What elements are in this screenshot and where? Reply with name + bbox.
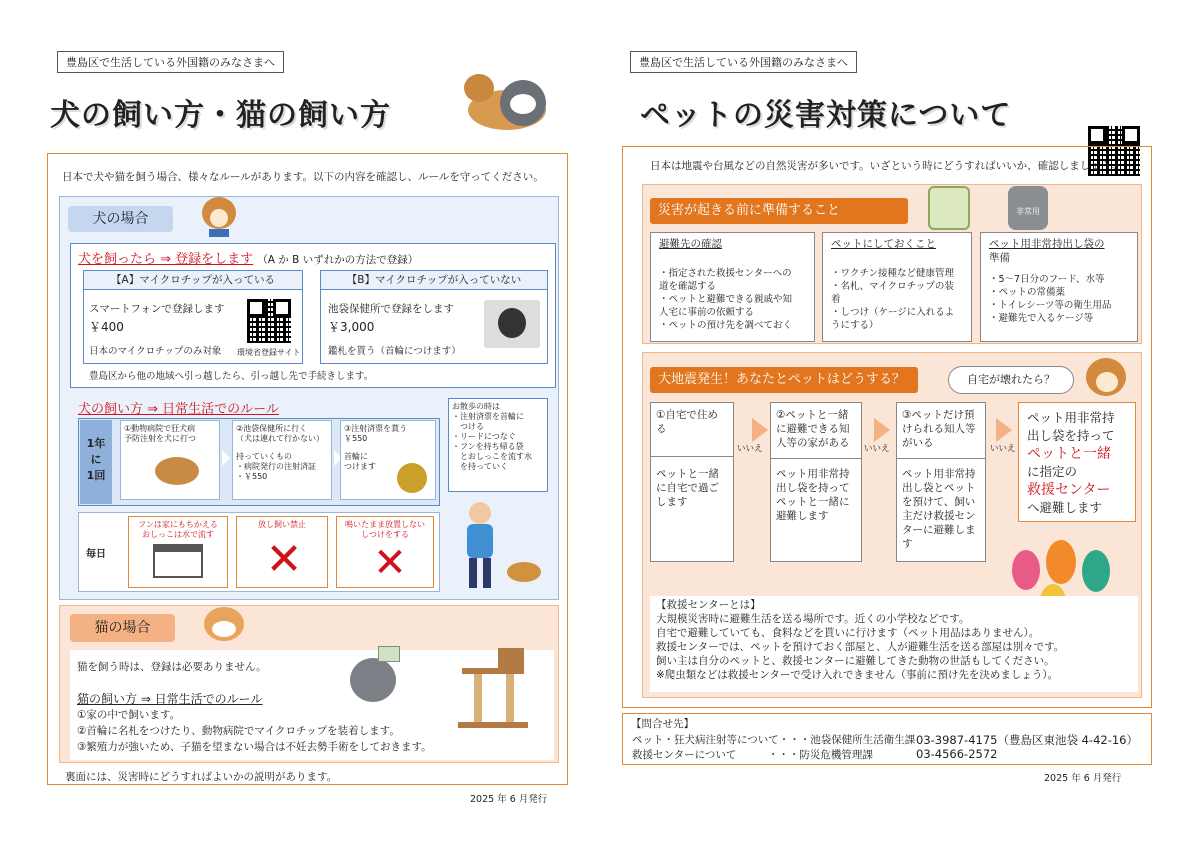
walk-note-4: ・リードにつなぐ xyxy=(452,432,516,441)
flow-3-a6: す xyxy=(902,538,913,550)
registration-title-text: 犬を飼ったら ⇒ 登録をします xyxy=(78,252,254,267)
everyday-3-line1: 鳴いたまま放置しない xyxy=(345,520,425,529)
flow-3-q2: けられる知人等 xyxy=(902,423,976,435)
step1-line2: 予防注射を犬に打つ xyxy=(124,434,196,443)
prep-header: 災害が起きる前に準備すること xyxy=(650,198,908,224)
prep-col-2-line5: うにする） xyxy=(831,320,879,331)
flow-arrow-2 xyxy=(874,418,890,442)
walk-note-7: を持っていく xyxy=(452,462,508,471)
emergency-bag-icon: 非常用 xyxy=(1008,186,1048,230)
walk-note-5: ・フンを持ち帰る袋 xyxy=(452,442,524,451)
yearly-label-3: 1回 xyxy=(86,469,106,482)
left-audience-tag: 豊島区で生活している外国籍のみなさまへ xyxy=(57,51,284,73)
prohibited-x-icon-2: ✕ xyxy=(373,540,407,586)
cat-rule-2: ②首輪に名札をつけたり、動物病院でマイクロチップを装着します。 xyxy=(77,725,400,737)
flow-step-2 xyxy=(770,402,862,562)
gray-cat-illustration xyxy=(344,646,404,706)
final-l3: ペットと一緒 xyxy=(1027,446,1111,462)
flow-3-q1: ③ペットだけ預 xyxy=(902,409,975,421)
step2-line4: 持っていくもの xyxy=(236,452,292,461)
prep-col-2-line3: 着 xyxy=(831,294,841,305)
flow-arrow-3 xyxy=(996,418,1012,442)
rescue-center-info xyxy=(650,596,1138,692)
flow-2-q3: 人等の家がある xyxy=(776,437,850,449)
everyday-label: 毎日 xyxy=(86,549,106,560)
dog-header: 犬の場合 xyxy=(68,206,173,232)
right-audience-tag: 豊島区で生活している外国籍のみなさまへ xyxy=(630,51,857,73)
left-issued-date: 2025 年 6 月発行 xyxy=(470,794,548,805)
dog-cat-illustration xyxy=(460,72,565,142)
flow-3-a4: 主だけ救援セン xyxy=(902,510,976,522)
prep-col-bag xyxy=(980,232,1138,342)
flow-1-a2: に自宅で過ご xyxy=(656,482,719,494)
dog-daily-title xyxy=(78,398,279,417)
flow-1-q1: ①自宅で住め xyxy=(656,409,718,421)
prep-col-1-line3: ・ペットと避難できる親戚や知 xyxy=(659,294,793,305)
step2-line2: （犬は連れて行かない） xyxy=(236,434,324,443)
flow-3-q3: がいる xyxy=(902,437,934,449)
walk-note-3: つける xyxy=(452,422,484,431)
registration-title xyxy=(78,248,418,267)
final-l1: ペット用非常持 xyxy=(1027,410,1115,425)
option-a-line1: スマートフォンで登録します xyxy=(89,303,225,315)
prep-col-2-title: ペットにしておくこと xyxy=(831,238,936,250)
no-label-1: いいえ xyxy=(737,444,763,454)
flow-arrow-1 xyxy=(752,418,768,442)
option-b-title: 【B】マイクロチップが入っていない xyxy=(321,271,547,290)
yearly-label-1: 1年 xyxy=(86,437,106,450)
flow-2-a4: 避難します xyxy=(776,510,829,522)
prep-col-2-line4: ・しつけ（ケージに入れるよ xyxy=(831,307,955,318)
qr-caption: 環境省登録サイト xyxy=(237,348,301,357)
prep-col-3-title: ペット用非常持出し袋の xyxy=(989,238,1105,250)
pet-carrier-icon xyxy=(928,186,970,230)
back-page-note: 裏面には、災害時にどうすればよいかの説明があります。 xyxy=(65,771,338,783)
option-b-note: 鑑札を貰う（首輪につけます） xyxy=(328,346,461,357)
walk-note-2: ・注射済票を首輪に xyxy=(452,412,524,421)
option-a-title: 【A】マイクロチップが入っている xyxy=(84,271,302,290)
cat-daily-title: 猫の飼い方 ⇒ 日常生活でのルール xyxy=(77,692,263,706)
dog-license-tag-image xyxy=(484,300,540,348)
flow-2-a2: 出し袋を持って xyxy=(776,482,850,494)
prep-col-3-line3: ・トイレシーツ等の衛生用品 xyxy=(989,300,1112,311)
cat-header: 猫の場合 xyxy=(70,614,175,642)
center-info-6: ※爬虫類などは救援センターで受け入れできません（事前に預け先を決めましょう）。 xyxy=(656,669,1059,681)
prep-col-1-line2: 道を確認する xyxy=(659,281,717,292)
final-l5: 救援センター xyxy=(1027,482,1111,498)
center-info-2: 大規模災害時に避難生活を送る場所です。近くの小学校などです。 xyxy=(656,613,970,625)
everyday-item-3 xyxy=(336,516,434,588)
yearly-step-3 xyxy=(340,420,436,500)
walk-note-box xyxy=(448,398,548,492)
step3-line4: 首輪に xyxy=(344,452,368,461)
cat-rule-3: ③繁殖力が強いため、子猫を望まない場合は不妊去勢手術をしておきます。 xyxy=(77,741,432,753)
option-b-line1: 池袋保健所で登録をします xyxy=(328,303,454,315)
cat-registration: 猫を飼う時は、登録は必要ありません。 xyxy=(77,661,267,673)
shiba-dog-icon xyxy=(1082,352,1132,402)
center-info-1: 【救援センターとは】 xyxy=(656,599,761,611)
step3-line2: ￥550 xyxy=(344,434,368,443)
no-label-3: いいえ xyxy=(990,444,1016,454)
left-intro: 日本で犬や猫を飼う場合、様々なルールがあります。以下の内容を確認し、ルールを守ってください。 xyxy=(62,171,544,183)
left-page-title: 犬の飼い方・猫の飼い方 xyxy=(50,98,391,133)
flow-3-a1: ペット用非常持 xyxy=(902,468,976,480)
final-l2: 出し袋を持って xyxy=(1027,428,1115,443)
walk-note-6: とおしっこを流す水 xyxy=(452,452,532,461)
option-b-price: ￥3,000 xyxy=(328,320,375,334)
flow-2-a1: ペット用非常持 xyxy=(776,468,850,480)
step2-line6: ・￥550 xyxy=(236,472,268,481)
step3-line5: つけます xyxy=(344,462,376,471)
flow-2-q2: に避難できる知 xyxy=(776,423,850,435)
step2-line5: ・病院発行の注射済証 xyxy=(236,462,316,471)
house-collapsed-bubble: 自宅が壊れたら？ xyxy=(948,366,1074,394)
yearly-step-1 xyxy=(120,420,220,500)
contact-1-tel[interactable]: 03-3987-4175（豊島区東池袋 4-42-16） xyxy=(916,733,1139,747)
right-issued-date: 2025 年 6 月発行 xyxy=(1044,773,1122,784)
move-note: 豊島区から他の地域へ引っ越したら、引っ越し先で手続きします。 xyxy=(89,371,374,382)
cat-rule-1: ①家の中で飼います。 xyxy=(77,709,181,721)
person-walking-dog-illustration xyxy=(455,500,545,592)
everyday-2-line1: 放し飼い禁止 xyxy=(258,520,306,529)
env-ministry-qr-code[interactable] xyxy=(247,299,291,343)
prep-col-1-line1: ・指定された救援センターへの xyxy=(659,268,792,279)
flow-step-1 xyxy=(650,402,734,562)
everyday-1-line1: フンは家にもちかえる xyxy=(138,520,218,529)
cat-face-icon xyxy=(201,601,247,643)
cat-tower-illustration xyxy=(458,638,538,730)
everyday-1-line2: おしっこは水で流す xyxy=(142,530,214,539)
prep-col-2-line1: ・ワクチン接種など健康管理 xyxy=(831,268,955,279)
flow-3-a5: ターに避難しま xyxy=(902,524,976,536)
walk-note-1: お散歩の時は xyxy=(452,402,500,411)
step3-line3 xyxy=(344,444,432,452)
flow-2-q1: ②ペットと一緒 xyxy=(776,409,849,421)
contact-1-label: ペット・狂犬病注射等について・・・池袋保健所生活衛生課 xyxy=(632,734,916,746)
option-a-note: 日本のマイクロチップのみ対象 xyxy=(89,346,222,357)
final-l6: へ避難します xyxy=(1027,500,1103,515)
dog-face-icon xyxy=(199,193,239,239)
contact-2-label: 救援センターについて ・・・防災危機管理課 xyxy=(632,749,873,761)
prep-col-1-line4: 人宅に事前の依頼する xyxy=(659,307,755,318)
flow-1-a3: します xyxy=(656,496,688,508)
center-info-3: 自宅で避難していても、食料などを貰いに行けます（ペット用品はありません）。 xyxy=(656,627,1040,639)
flow-1-q2: る xyxy=(656,423,667,435)
flow-2-a3: ペットと一緒に xyxy=(776,496,850,508)
no-label-2: いいえ xyxy=(864,444,890,454)
prep-col-3-line4: ・避難先で入るケージ等 xyxy=(989,313,1094,324)
prep-col-evacuation xyxy=(650,232,815,342)
flow-3-a3: を預けて、飼い xyxy=(902,496,976,508)
dog-daily-title-text: 犬の飼い方 ⇒ 日常生活でのルール xyxy=(78,402,279,417)
flow-1-a1: ペットと一緒 xyxy=(656,468,719,480)
center-info-5: 飼い主は自分のペットと、救援センターに避難してきた動物の世話もしてください。 xyxy=(656,655,1055,667)
yearly-step-2 xyxy=(232,420,332,500)
prep-col-1-line5: ・ペットの預け先を調べておく xyxy=(659,320,793,331)
contact-2-tel[interactable]: 03-4566-2572 xyxy=(916,747,998,761)
prep-col-pet xyxy=(822,232,972,342)
contact-title: 【問合せ先】 xyxy=(631,718,694,730)
flow-step-3 xyxy=(896,402,986,562)
right-intro: 日本は地震や台風などの自然災害が多いです。いざという時にどうすればいいか、確認しましょう。 xyxy=(650,160,1122,172)
prep-col-3-title2: 準備 xyxy=(989,252,1010,264)
registration-note: （A か B いずれかの方法で登録） xyxy=(257,254,419,266)
right-page-title: ペットの災害対策について xyxy=(640,98,1012,133)
flow-final-box xyxy=(1018,402,1136,522)
final-l4: に指定の xyxy=(1027,464,1078,479)
prep-col-3-line1: ・5～7日分のフード、水等 xyxy=(989,274,1105,285)
flow-3-a2: 出し袋とペット xyxy=(902,482,976,494)
everyday-item-1 xyxy=(128,516,228,588)
earthquake-header: 大地震発生！あなたとペットはどうする？ xyxy=(650,367,918,393)
step2-line1: ②池袋保健所に行く xyxy=(236,424,308,433)
yearly-label xyxy=(80,420,112,504)
house-icon xyxy=(153,544,203,578)
step3-line1: ③注射済票を貰う xyxy=(344,424,408,433)
yearly-label-2: に xyxy=(90,453,102,466)
prep-col-3-line2: ・ペットの常備薬 xyxy=(989,287,1066,298)
prohibited-x-icon: ✕ xyxy=(265,534,303,585)
everyday-item-2 xyxy=(236,516,328,588)
prep-col-2-line2: ・名札、マイクロチップの装 xyxy=(831,281,954,292)
option-a-price: ￥400 xyxy=(89,320,124,334)
prep-col-1-title: 避難先の確認 xyxy=(659,238,722,250)
step1-line1: ①動物病院で狂犬病 xyxy=(124,424,196,433)
step2-line3 xyxy=(236,444,328,452)
step-arrow-1 xyxy=(222,450,230,466)
center-info-4: 救援センターでは、ペットを預けておく部屋と、人が避難生活を送る部屋は別々です。 xyxy=(656,641,1065,653)
everyday-3-line2: しつけをする xyxy=(361,530,409,539)
